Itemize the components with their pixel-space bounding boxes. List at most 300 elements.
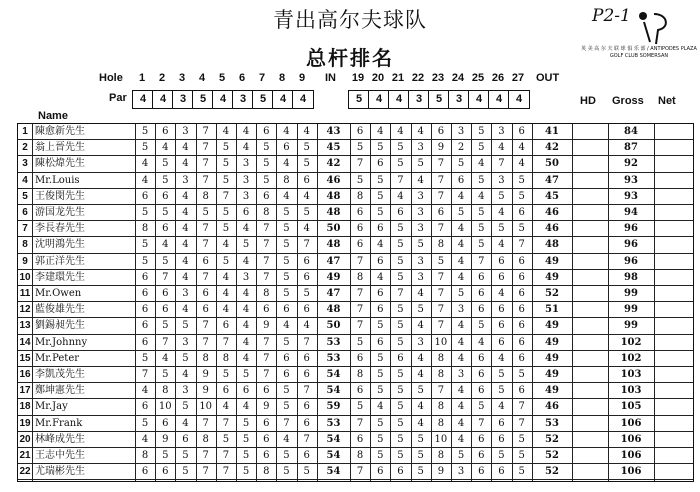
out-label: OUT bbox=[536, 72, 560, 84]
par-divider bbox=[292, 91, 293, 108]
table-row bbox=[18, 254, 693, 270]
page-mark: P2-1 bbox=[592, 6, 631, 26]
back-score-cell: 5 bbox=[498, 190, 505, 202]
front-score-cell: 7 bbox=[263, 239, 270, 251]
back-score-cell: 6 bbox=[498, 466, 505, 478]
front-score-cell: 5 bbox=[263, 174, 270, 186]
front-score-cell: 4 bbox=[222, 271, 230, 283]
back-score-cell: 6 bbox=[437, 126, 445, 137]
net-cell bbox=[654, 464, 693, 479]
back-score-cell: 4 bbox=[478, 158, 485, 170]
back-score-cell: 5 bbox=[417, 450, 424, 461]
front-score-cell: 6 bbox=[242, 207, 250, 218]
front-score-cell: 4 bbox=[283, 190, 290, 202]
back-score-cell: 4 bbox=[478, 190, 485, 202]
front-score-cell: 4 bbox=[242, 255, 250, 267]
front-score-cell: 4 bbox=[182, 158, 189, 170]
player-name-cell: 李長春先生 bbox=[35, 223, 85, 235]
par-divider bbox=[272, 91, 273, 108]
front-score-cell: 8 bbox=[141, 223, 149, 235]
score-table bbox=[17, 123, 694, 482]
front-score-cell: 9 bbox=[202, 369, 209, 380]
out-total-cell: 42 bbox=[545, 142, 559, 154]
gross-cell: 96 bbox=[624, 255, 638, 267]
front-score-cell: 7 bbox=[263, 369, 270, 380]
in-total-cell: 54 bbox=[326, 433, 341, 445]
back-score-cell: 5 bbox=[397, 369, 404, 380]
net-cell bbox=[654, 302, 693, 317]
out-total-cell: 49 bbox=[545, 352, 559, 364]
front-score-cell: 5 bbox=[242, 417, 250, 429]
front-score-cell: 3 bbox=[182, 126, 189, 137]
back-score-cell: 3 bbox=[417, 223, 424, 235]
in-total-cell: 42 bbox=[326, 158, 341, 170]
hole-number: 21 bbox=[391, 72, 405, 84]
grid-line bbox=[236, 124, 237, 481]
rank-cell: 7 bbox=[22, 223, 28, 235]
back-score-cell: 5 bbox=[457, 207, 465, 218]
player-name-cell: 劉錫昶先生 bbox=[35, 320, 85, 332]
net-cell bbox=[654, 156, 693, 171]
front-score-cell: 8 bbox=[202, 190, 209, 202]
hd-cell bbox=[572, 432, 608, 447]
front-score-cell: 5 bbox=[141, 255, 149, 267]
back-score-cell: 5 bbox=[478, 207, 485, 218]
in-total-cell: 46 bbox=[326, 174, 341, 186]
front-score-cell: 6 bbox=[182, 433, 189, 445]
out-total-cell: 41 bbox=[545, 126, 559, 137]
back-score-cell: 7 bbox=[356, 417, 364, 429]
front-score-cell: 7 bbox=[202, 174, 209, 186]
back-score-cell: 6 bbox=[478, 352, 485, 364]
front-score-cell: 4 bbox=[141, 385, 149, 397]
front-score-cell: 3 bbox=[242, 174, 250, 186]
back-score-cell: 7 bbox=[437, 385, 445, 397]
back-score-cell: 5 bbox=[457, 450, 465, 461]
front-score-cell: 7 bbox=[202, 466, 209, 478]
back-score-cell: 7 bbox=[397, 174, 404, 186]
front-score-cell: 6 bbox=[263, 417, 270, 429]
grid-line bbox=[512, 124, 513, 481]
net-label: Net bbox=[658, 95, 676, 107]
front-score-cell: 7 bbox=[202, 239, 209, 251]
gross-cell: 93 bbox=[624, 174, 638, 186]
par-divider bbox=[252, 91, 253, 108]
gross-cell: 87 bbox=[624, 142, 638, 154]
hd-cell bbox=[572, 464, 608, 479]
front-score-cell: 8 bbox=[283, 174, 290, 186]
front-score-cell: 7 bbox=[141, 369, 149, 380]
front-score-cell: 4 bbox=[182, 239, 189, 251]
front-score-cell: 4 bbox=[182, 271, 189, 283]
back-score-cell: 5 bbox=[397, 336, 404, 348]
front-score-cell: 5 bbox=[162, 174, 169, 186]
par-value: 3 bbox=[179, 93, 187, 105]
front-score-cell: 5 bbox=[242, 239, 250, 251]
hole-number: 1 bbox=[138, 72, 146, 84]
back-score-cell: 8 bbox=[437, 352, 445, 364]
out-total-cell: 52 bbox=[545, 288, 559, 299]
rank-cell: 9 bbox=[22, 255, 28, 267]
club-logo-caption: 英 美 高 尔 夫 联 球 俱 乐 部 / ANTIPODES PLAZA GOLF CLUB SOMERSAN bbox=[581, 46, 697, 59]
back-score-cell: 7 bbox=[518, 239, 525, 251]
back-score-cell: 6 bbox=[478, 304, 485, 316]
front-score-cell: 4 bbox=[141, 174, 149, 186]
back-score-cell: 4 bbox=[457, 417, 465, 429]
front-score-cell: 5 bbox=[242, 369, 250, 380]
front-score-cell: 6 bbox=[141, 320, 149, 332]
gross-cell: 105 bbox=[620, 401, 642, 413]
hole-number: 7 bbox=[258, 72, 266, 84]
front-score-cell: 4 bbox=[242, 320, 250, 332]
table-row bbox=[18, 464, 693, 480]
in-total-cell: 50 bbox=[326, 223, 341, 235]
back-score-cell: 6 bbox=[377, 304, 384, 316]
front-score-cell: 6 bbox=[263, 304, 270, 316]
par-value: 4 bbox=[475, 93, 483, 105]
front-score-cell: 5 bbox=[283, 239, 290, 251]
out-total-cell: 46 bbox=[545, 223, 559, 235]
out-total-cell: 45 bbox=[545, 190, 559, 202]
rank-cell: 10 bbox=[19, 271, 31, 283]
back-score-cell: 7 bbox=[356, 158, 364, 170]
back-score-cell: 7 bbox=[518, 417, 525, 429]
in-total-cell: 53 bbox=[326, 417, 341, 429]
back-score-cell: 6 bbox=[377, 336, 384, 348]
gross-cell: 99 bbox=[624, 304, 638, 316]
back-score-cell: 5 bbox=[397, 271, 404, 283]
out-total-cell: 49 bbox=[545, 385, 559, 397]
back-score-cell: 5 bbox=[498, 223, 505, 235]
grid-line bbox=[297, 124, 298, 481]
back-score-cell: 5 bbox=[356, 336, 364, 348]
front-score-cell: 4 bbox=[242, 401, 250, 413]
front-score-cell: 4 bbox=[242, 304, 250, 316]
back-score-cell: 5 bbox=[377, 433, 384, 445]
in-total-cell: 49 bbox=[326, 271, 341, 283]
par-back-box bbox=[348, 90, 530, 109]
back-score-cell: 3 bbox=[417, 190, 424, 202]
front-score-cell: 6 bbox=[283, 304, 290, 316]
table-row bbox=[18, 173, 693, 189]
front-score-cell: 4 bbox=[283, 126, 290, 137]
front-score-cell: 4 bbox=[182, 417, 189, 429]
back-score-cell: 5 bbox=[397, 320, 404, 332]
back-score-cell: 3 bbox=[417, 207, 424, 218]
back-score-cell: 4 bbox=[518, 142, 525, 154]
hole-number: 23 bbox=[431, 72, 445, 84]
back-score-cell: 6 bbox=[498, 433, 505, 445]
in-total-cell: 48 bbox=[326, 207, 341, 218]
team-title: 青出高尔夫球队 bbox=[273, 8, 427, 32]
gross-cell: 103 bbox=[620, 385, 642, 397]
back-score-cell: 7 bbox=[437, 174, 445, 186]
back-score-cell: 5 bbox=[397, 223, 404, 235]
back-score-cell: 2 bbox=[457, 142, 465, 154]
name-label: Name bbox=[38, 110, 68, 122]
front-score-cell: 4 bbox=[222, 239, 230, 251]
in-total-cell: 48 bbox=[326, 304, 341, 316]
front-score-cell: 6 bbox=[303, 304, 310, 316]
table-row bbox=[18, 205, 693, 221]
gross-cell: 93 bbox=[624, 190, 638, 202]
front-score-cell: 5 bbox=[141, 352, 149, 364]
player-name-cell: 李凱茂先生 bbox=[35, 369, 85, 380]
back-score-cell: 3 bbox=[457, 369, 465, 380]
front-score-cell: 4 bbox=[242, 336, 250, 348]
back-score-cell: 6 bbox=[356, 352, 364, 364]
back-score-cell: 5 bbox=[377, 174, 384, 186]
player-name-cell: 林峰成先生 bbox=[35, 433, 85, 445]
back-score-cell: 5 bbox=[397, 239, 404, 251]
front-score-cell: 6 bbox=[303, 352, 310, 364]
front-score-cell: 5 bbox=[222, 255, 230, 267]
front-score-cell: 4 bbox=[242, 352, 250, 364]
hole-number: 2 bbox=[158, 72, 166, 84]
back-score-cell: 7 bbox=[437, 304, 445, 316]
front-score-cell: 9 bbox=[202, 385, 209, 397]
front-score-cell: 5 bbox=[162, 158, 169, 170]
back-score-cell: 6 bbox=[518, 207, 525, 218]
back-score-cell: 5 bbox=[397, 158, 404, 170]
front-score-cell: 4 bbox=[162, 142, 169, 154]
par-value: 5 bbox=[355, 93, 363, 105]
par-value: 4 bbox=[279, 93, 287, 105]
in-total-cell: 53 bbox=[326, 352, 341, 364]
grid-line bbox=[216, 124, 217, 481]
back-score-cell: 5 bbox=[518, 466, 525, 478]
grid-line bbox=[608, 124, 609, 481]
front-score-cell: 8 bbox=[222, 352, 230, 364]
back-score-cell: 5 bbox=[377, 142, 384, 154]
in-total-cell: 47 bbox=[326, 255, 341, 267]
back-score-cell: 4 bbox=[417, 126, 424, 137]
back-score-cell: 6 bbox=[397, 466, 404, 478]
front-score-cell: 6 bbox=[162, 288, 169, 299]
par-value: 5 bbox=[199, 93, 207, 105]
front-score-cell: 4 bbox=[283, 433, 290, 445]
front-score-cell: 4 bbox=[222, 304, 230, 316]
in-total-cell: 48 bbox=[326, 239, 341, 251]
in-total-cell: 54 bbox=[326, 450, 341, 461]
grid-line bbox=[135, 124, 136, 481]
back-score-cell: 4 bbox=[457, 320, 465, 332]
back-score-cell: 5 bbox=[397, 142, 404, 154]
front-score-cell: 5 bbox=[182, 450, 189, 461]
front-score-cell: 7 bbox=[303, 385, 310, 397]
back-score-cell: 8 bbox=[356, 190, 364, 202]
back-score-cell: 5 bbox=[518, 174, 525, 186]
in-total-cell: 54 bbox=[326, 466, 341, 478]
gross-cell: 106 bbox=[620, 417, 642, 429]
rank-cell: 14 bbox=[19, 336, 31, 348]
back-score-cell: 7 bbox=[356, 304, 364, 316]
front-score-cell: 8 bbox=[162, 385, 169, 397]
front-score-cell: 5 bbox=[283, 450, 290, 461]
front-score-cell: 7 bbox=[202, 126, 209, 137]
back-score-cell: 7 bbox=[356, 320, 364, 332]
back-score-cell: 5 bbox=[397, 401, 404, 413]
grid-line bbox=[572, 124, 573, 481]
back-score-cell: 5 bbox=[377, 369, 384, 380]
rank-cell: 16 bbox=[19, 369, 31, 380]
back-score-cell: 5 bbox=[377, 417, 384, 429]
front-score-cell: 8 bbox=[202, 433, 209, 445]
club-logo-icon bbox=[634, 8, 674, 46]
back-score-cell: 5 bbox=[377, 352, 384, 364]
back-score-cell: 4 bbox=[377, 271, 384, 283]
table-row bbox=[18, 221, 693, 237]
back-score-cell: 8 bbox=[356, 369, 364, 380]
in-total-cell: 54 bbox=[326, 369, 341, 380]
front-score-cell: 5 bbox=[303, 466, 310, 478]
back-score-cell: 6 bbox=[518, 126, 525, 137]
out-total-cell: 49 bbox=[545, 255, 559, 267]
front-score-cell: 6 bbox=[263, 450, 270, 461]
back-score-cell: 5 bbox=[397, 417, 404, 429]
front-score-cell: 5 bbox=[283, 223, 290, 235]
back-score-cell: 4 bbox=[498, 401, 505, 413]
front-score-cell: 5 bbox=[162, 369, 169, 380]
back-score-cell: 5 bbox=[478, 320, 485, 332]
front-score-cell: 3 bbox=[242, 271, 250, 283]
front-score-cell: 4 bbox=[303, 190, 310, 202]
hd-cell bbox=[572, 383, 608, 398]
front-score-cell: 4 bbox=[242, 142, 250, 154]
rank-cell: 2 bbox=[22, 142, 28, 154]
back-score-cell: 4 bbox=[457, 433, 465, 445]
back-score-cell: 5 bbox=[478, 174, 485, 186]
back-score-cell: 7 bbox=[437, 158, 445, 170]
in-label: IN bbox=[325, 72, 336, 84]
front-score-cell: 6 bbox=[162, 223, 169, 235]
back-score-cell: 7 bbox=[437, 223, 445, 235]
par-value: 3 bbox=[415, 93, 423, 105]
back-score-cell: 4 bbox=[518, 158, 525, 170]
rank-cell: 12 bbox=[19, 304, 31, 316]
back-score-cell: 5 bbox=[417, 239, 424, 251]
back-score-cell: 3 bbox=[498, 126, 505, 137]
grid-line bbox=[390, 124, 391, 481]
par-divider bbox=[428, 91, 429, 108]
rank-cell: 3 bbox=[22, 158, 28, 170]
hole-number: 26 bbox=[491, 72, 505, 84]
front-score-cell: 6 bbox=[263, 433, 270, 445]
grid-line bbox=[196, 124, 197, 481]
grid-line bbox=[431, 124, 432, 481]
net-cell bbox=[654, 221, 693, 236]
front-score-cell: 7 bbox=[263, 271, 270, 283]
front-score-cell: 7 bbox=[202, 223, 209, 235]
back-score-cell: 3 bbox=[417, 336, 424, 348]
out-total-cell: 53 bbox=[545, 417, 559, 429]
back-score-cell: 7 bbox=[437, 288, 445, 299]
table-row bbox=[18, 318, 693, 334]
back-score-cell: 4 bbox=[457, 190, 465, 202]
front-score-cell: 7 bbox=[202, 450, 209, 461]
grid-line bbox=[350, 124, 351, 481]
back-score-cell: 7 bbox=[478, 255, 485, 267]
back-score-cell: 8 bbox=[437, 239, 445, 251]
back-score-cell: 6 bbox=[457, 174, 465, 186]
hd-cell bbox=[572, 221, 608, 236]
back-score-cell: 5 bbox=[397, 450, 404, 461]
table-row bbox=[18, 302, 693, 318]
front-score-cell: 9 bbox=[263, 401, 270, 413]
front-score-cell: 5 bbox=[141, 417, 149, 429]
front-score-cell: 6 bbox=[263, 126, 270, 137]
table-row bbox=[18, 383, 693, 399]
hole-number: 8 bbox=[278, 72, 286, 84]
front-score-cell: 6 bbox=[141, 336, 149, 348]
back-score-cell: 6 bbox=[498, 320, 505, 332]
player-name-cell: 鄭坤憲先生 bbox=[35, 385, 85, 397]
front-score-cell: 5 bbox=[283, 255, 290, 267]
front-score-cell: 8 bbox=[263, 207, 270, 218]
gross-cell: 99 bbox=[624, 288, 638, 299]
back-score-cell: 6 bbox=[518, 288, 525, 299]
par-front-box bbox=[132, 90, 314, 109]
back-score-cell: 4 bbox=[478, 336, 485, 348]
hole-number: 4 bbox=[198, 72, 206, 84]
back-score-cell: 6 bbox=[377, 255, 384, 267]
back-score-cell: 6 bbox=[498, 255, 505, 267]
par-value: 4 bbox=[515, 93, 523, 105]
front-score-cell: 6 bbox=[222, 320, 230, 332]
back-score-cell: 6 bbox=[518, 304, 525, 316]
net-cell bbox=[654, 432, 693, 447]
back-score-cell: 4 bbox=[417, 417, 424, 429]
back-score-cell: 6 bbox=[356, 433, 364, 445]
front-score-cell: 5 bbox=[242, 433, 250, 445]
back-score-cell: 6 bbox=[356, 126, 364, 137]
back-score-cell: 5 bbox=[417, 304, 424, 316]
back-score-cell: 5 bbox=[417, 466, 424, 478]
front-score-cell: 7 bbox=[303, 239, 310, 251]
out-total-cell: 51 bbox=[545, 304, 559, 316]
front-score-cell: 4 bbox=[182, 255, 189, 267]
front-score-cell: 7 bbox=[283, 417, 290, 429]
front-score-cell: 7 bbox=[263, 223, 270, 235]
front-score-cell: 7 bbox=[263, 336, 270, 348]
front-score-cell: 5 bbox=[283, 207, 290, 218]
par-value: 3 bbox=[239, 93, 247, 105]
rank-cell: 11 bbox=[19, 288, 31, 299]
front-score-cell: 7 bbox=[202, 336, 209, 348]
net-cell bbox=[654, 383, 693, 398]
rank-cell: 6 bbox=[22, 207, 28, 218]
front-score-cell: 5 bbox=[303, 142, 310, 154]
player-name-cell: Mr.Jay bbox=[35, 401, 68, 413]
back-score-cell: 8 bbox=[437, 417, 445, 429]
player-name-cell: 藍俊雄先生 bbox=[35, 304, 85, 316]
front-score-cell: 6 bbox=[162, 417, 169, 429]
front-score-cell: 6 bbox=[141, 271, 149, 283]
back-score-cell: 6 bbox=[356, 223, 364, 235]
front-score-cell: 5 bbox=[162, 207, 169, 218]
net-cell bbox=[654, 286, 693, 301]
front-score-cell: 6 bbox=[202, 304, 209, 316]
grid-line bbox=[411, 124, 412, 481]
back-score-cell: 5 bbox=[356, 401, 364, 413]
front-score-cell: 5 bbox=[222, 223, 230, 235]
front-score-cell: 4 bbox=[182, 207, 189, 218]
back-score-cell: 5 bbox=[437, 255, 445, 267]
back-score-cell: 6 bbox=[498, 336, 505, 348]
grid-line bbox=[491, 124, 492, 481]
back-score-cell: 4 bbox=[457, 223, 465, 235]
hole-number: 20 bbox=[371, 72, 385, 84]
